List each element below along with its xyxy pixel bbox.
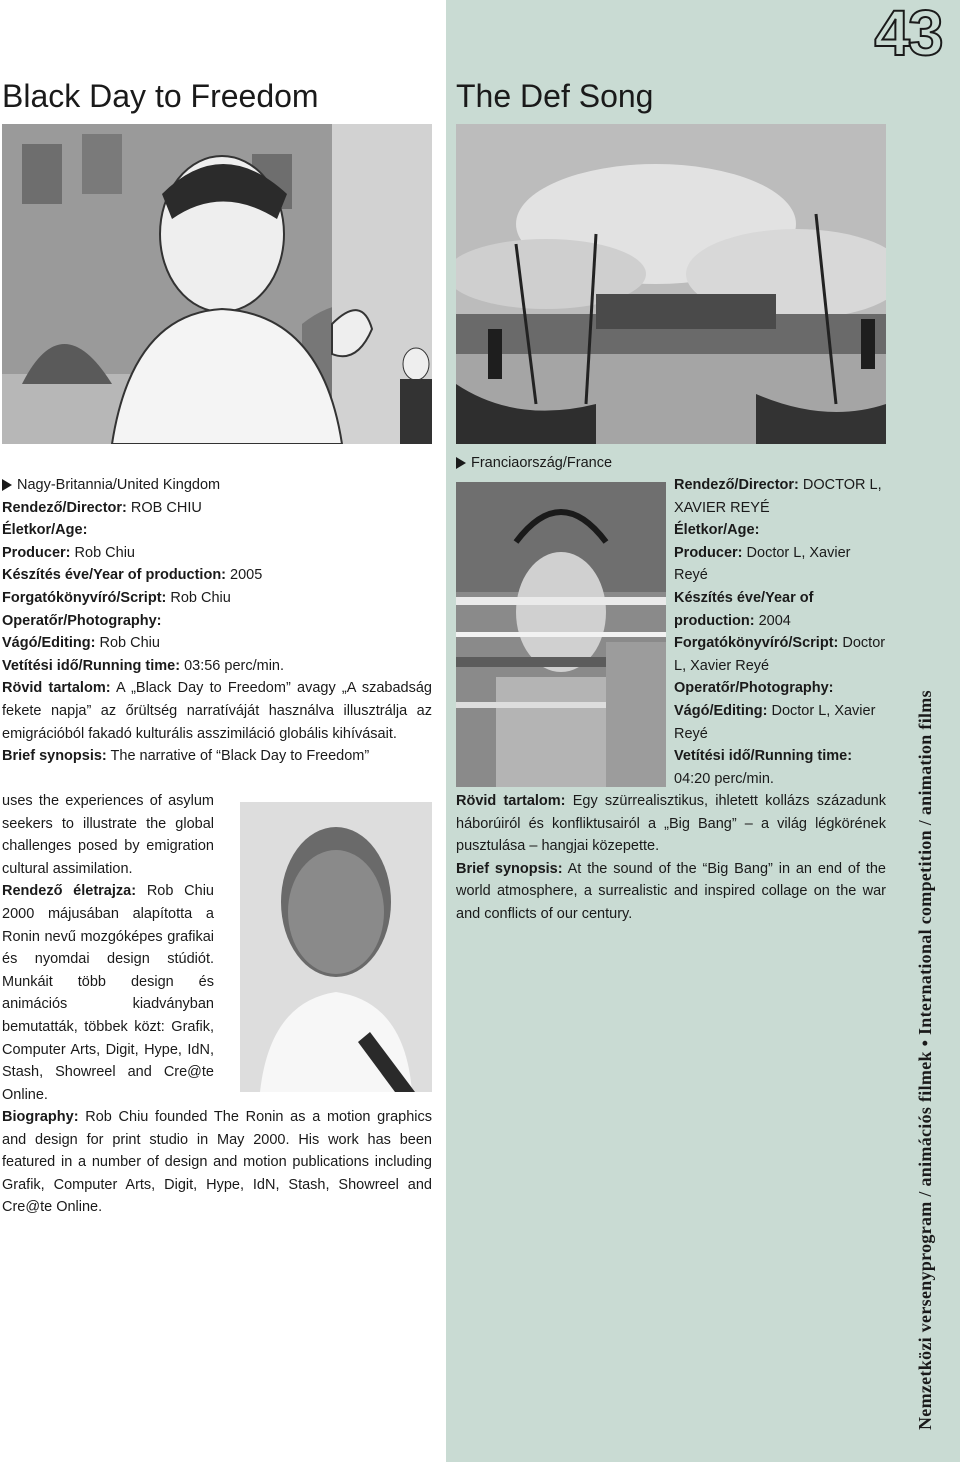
director-bio-en: Biography: Rob Chiu founded The Ronin as a motion graphics and design for print studio in May 2000. His work has been featured in a number of design and motion publications including Grafik, Computer Arts, Digit, Hype, IdN, Stash, Showreel and Cre@te Online. xyxy=(2,1109,432,1216)
running-time-left: Vetítési idő/Running time: 03:56 perc/min. xyxy=(2,657,285,674)
right-description xyxy=(456,790,886,926)
editing-right: Vágó/Editing: Doctor L, Xavier Reyé xyxy=(674,702,876,742)
page-number: 43 xyxy=(874,0,942,69)
director-bio-hu: Rendező életrajza: Rob Chiu 2000 májusában alapította a Ronin nevű mozgóképes grafikai és nyomdai design stúdiót. Munkáit több design és animációs kiadványban bemutatták, többek közt: Grafik, Computer Arts, Digit, Hype, IdN, Stash, Showreel and Cre@te Online. xyxy=(2,883,214,1103)
film-still-black-day xyxy=(2,124,432,444)
running-time-right: Vetítési idő/Running time: 04:20 perc/min. xyxy=(674,748,853,787)
synopsis-right: Brief synopsis: At the sound of the “Big Bang” in an end of the world atmosphere, a surrealistic and inspired collage on the war and conflicts of our century. xyxy=(456,860,886,922)
film-still-def-song xyxy=(456,124,886,444)
section-side-title: Nemzetközi versenyprogram / animációs filmek • International competition / animation films xyxy=(915,690,935,1430)
script-left: Forgatókönyvíró/Script: Rob Chiu xyxy=(2,589,231,606)
year-right: Készítés éve/Year of production: 2004 xyxy=(674,589,814,629)
left-wrap-text xyxy=(2,790,214,1106)
right-credits xyxy=(674,474,886,790)
editing-left: Vágó/Editing: Rob Chiu xyxy=(2,635,160,652)
left-credits xyxy=(2,474,432,768)
summary-left: Rövid tartalom: A „Black Day to Freedom” avagy „A szabadság fekete napja” az őrültség narratíváját használva illusztrálja az emigrációból fakadó kulturális asszimiláció globális kihívásait. xyxy=(2,680,432,742)
age-left: Életkor/Age: xyxy=(2,522,88,539)
photography-right: Operatőr/Photography: xyxy=(674,680,834,697)
triangle-bullet-icon xyxy=(2,479,12,491)
film-title-right: The Def Song xyxy=(456,78,654,114)
age-right: Életkor/Age: xyxy=(674,522,760,539)
film-title-left: Black Day to Freedom xyxy=(2,78,319,114)
synopsis-left-rest: uses the experiences of asylum seekers to illustrate the global challenges posed by emigration cultural assimilation. xyxy=(2,793,214,877)
country-right: Franciaország/France xyxy=(456,452,612,475)
director-portrait-rob-chiu xyxy=(240,802,432,1092)
director-left: Rendező/Director: ROB CHIU xyxy=(2,499,202,516)
year-left: Készítés éve/Year of production: 2005 xyxy=(2,567,263,584)
script-right: Forgatókönyvíró/Script: Doctor L, Xavier Reyé xyxy=(674,635,886,674)
director-right: Rendező/Director: DOCTOR L, XAVIER REYÉ xyxy=(674,477,882,516)
synopsis-left-line1: Brief synopsis: The narrative of “Black Day to Freedom” xyxy=(2,748,370,765)
film-still-def-song-portrait xyxy=(456,482,666,787)
country-left: Nagy-Britannia/United Kingdom xyxy=(2,474,432,497)
triangle-bullet-icon xyxy=(456,457,466,469)
photography-left: Operatőr/Photography: xyxy=(2,612,162,629)
producer-right: Producer: Doctor L, Xavier Reyé xyxy=(674,544,851,584)
summary-right: Rövid tartalom: Egy szürrealisztikus, ihletett kollázs századunk háborúiról és konfliktusairól a „Big Bang” – a világ légkörének pusztulása – hangjai közepette. xyxy=(456,793,886,855)
producer-left: Producer: Rob Chiu xyxy=(2,544,135,561)
